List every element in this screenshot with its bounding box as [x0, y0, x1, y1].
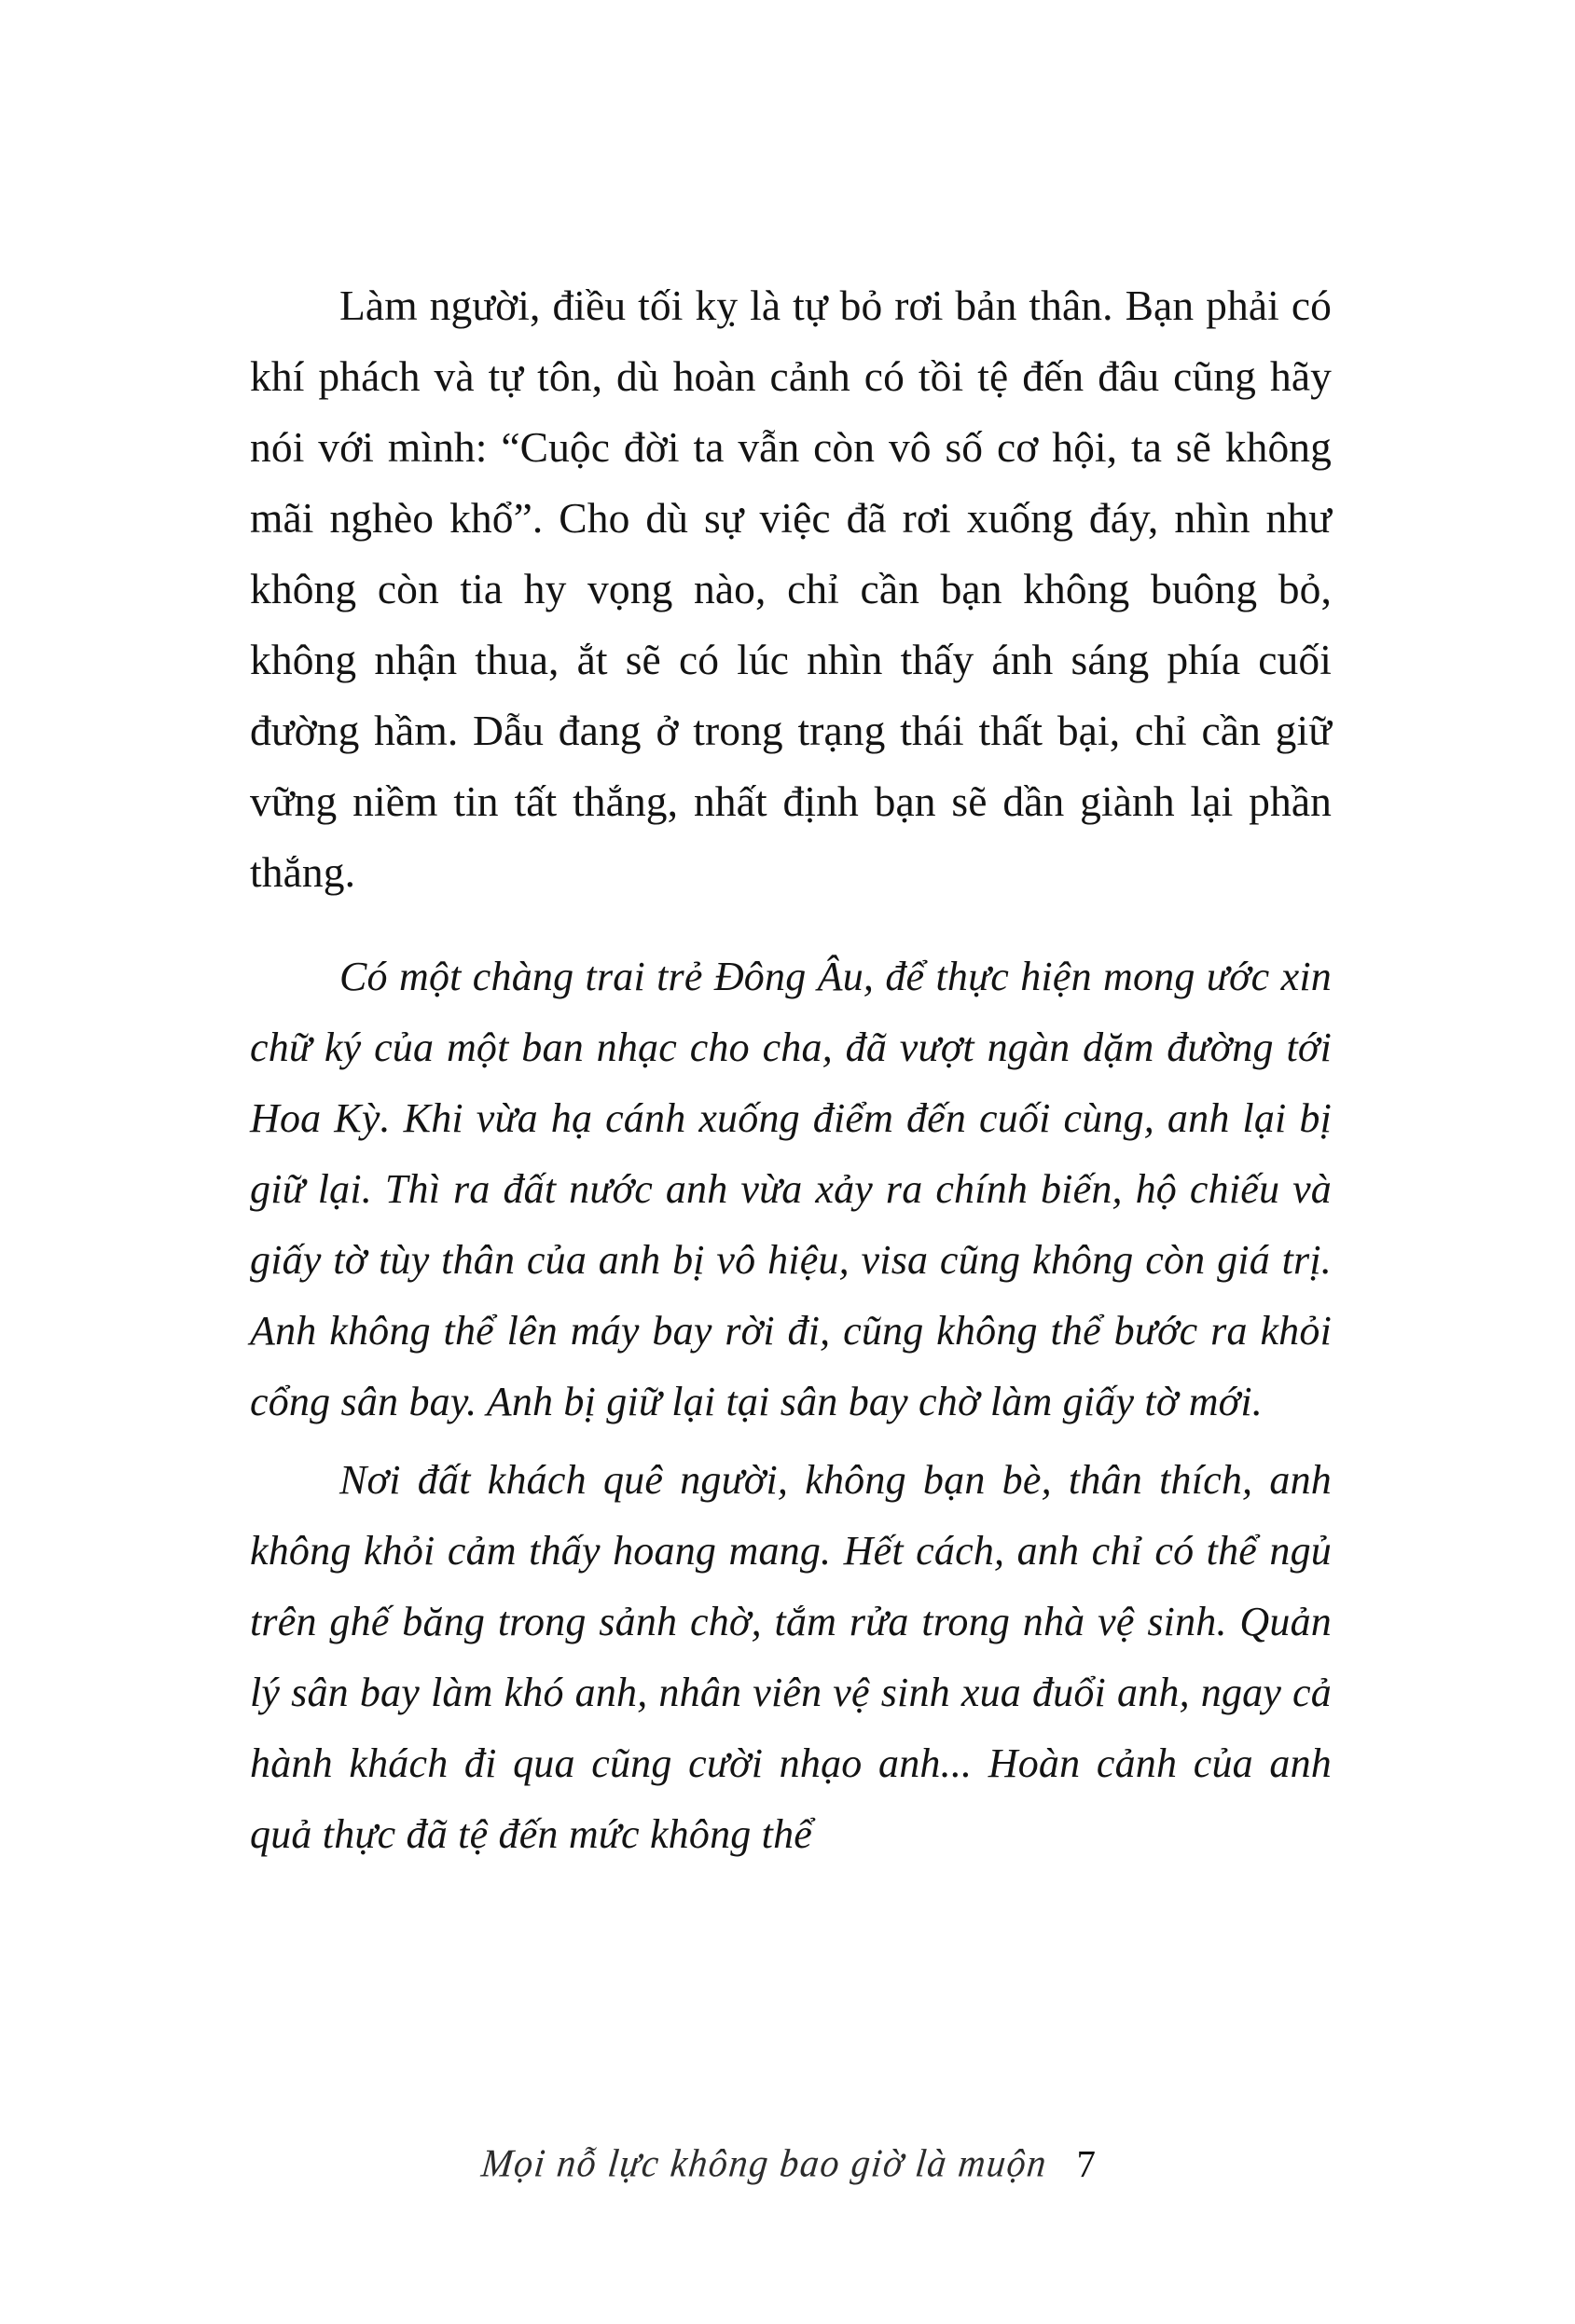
- page-footer: [0, 2141, 1575, 2186]
- paragraph-story-first: Có một chàng trai trẻ Đông Âu, để thực hiện mong ước xin chữ ký của một ban nhạc cho cha, đã vượt ngàn dặm đường tới Hoa Kỳ. Khi vừa hạ cánh xuống điểm đến cuối cùng, anh lại bị giữ lại. Thì ra đất nước anh vừa xảy ra chính biến, hộ chiếu và giấy tờ tùy thân của anh bị vô hiệu, visa cũng không còn giá trị. Anh không thể lên máy bay rời đi, cũng không thể bước ra khỏi cổng sân bay. Anh bị giữ lại tại sân bay chờ làm giấy tờ mới.: [250, 954, 1332, 1424]
- text-column: [250, 270, 1332, 1870]
- paragraph-story-second: Nơi đất khách quê người, không bạn bè, thân thích, anh không khỏi cảm thấy hoang mang. Hết cách, anh chỉ có thể ngủ trên ghế băng trong sảnh chờ, tắm rửa trong nhà vệ sinh. Quản lý sân bay làm khó anh, nhân viên vệ sinh xua đuổi anh, ngay cả hành khách đi qua cũng cười nhạo anh... Hoàn cảnh của anh quả thực đã tệ đến mức không thể: [250, 1457, 1332, 1857]
- page-number: 7: [1076, 2142, 1097, 2185]
- paragraph-body: Làm người, điều tối kỵ là tự bỏ rơi bản thân. Bạn phải có khí phách và tự tôn, dù hoàn cảnh có tồi tệ đến đâu cũng hãy nói với mình: “Cuộc đời ta vẫn còn vô số cơ hội, ta sẽ không mãi nghèo khổ”. Cho dù sự việc đã rơi xuống đáy, nhìn như không còn tia hy vọng nào, chỉ cần bạn không buông bỏ, không nhận thua, ắt sẽ có lúc nhìn thấy ánh sáng phía cuối đường hầm. Dẫu đang ở trong trạng thái thất bại, chỉ cần giữ vững niềm tin tất thắng, nhất định bạn sẽ dần giành lại phần thắng.: [250, 282, 1332, 896]
- running-head: Mọi nỗ lực không bao giờ là muộn: [479, 2140, 1050, 2185]
